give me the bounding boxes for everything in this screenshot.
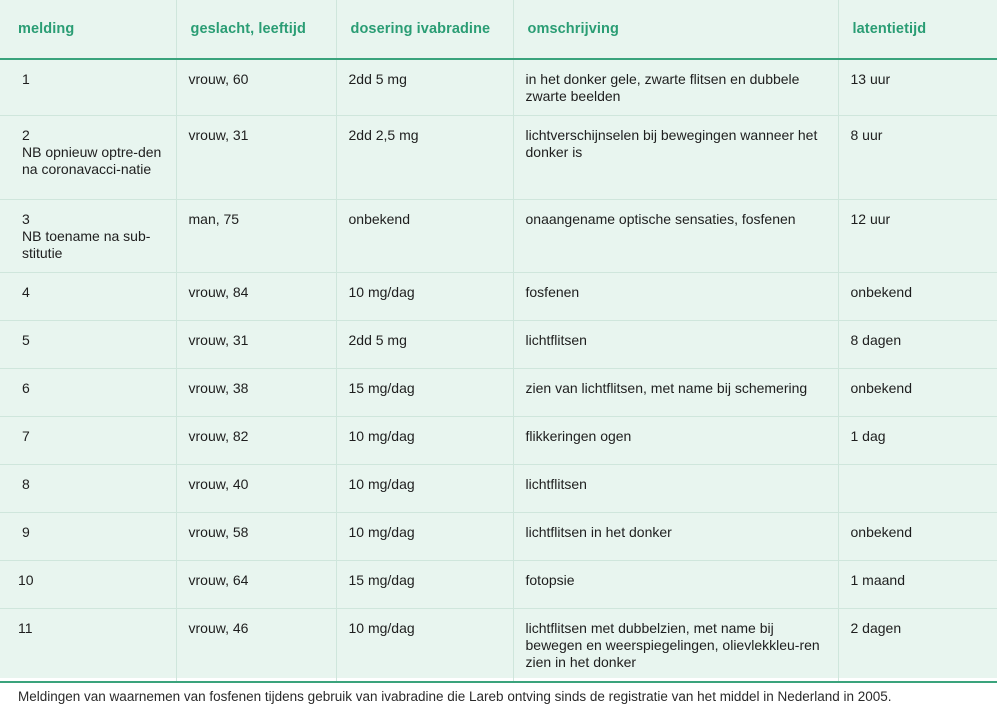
cell-description: flikkeringen ogen [513,417,838,465]
header-omschrijving: omschrijving [513,0,838,59]
cell-sex-age: vrouw, 64 [176,561,336,609]
cell-latency: onbekend [838,369,997,417]
cell-latency: 13 uur [838,59,997,116]
cell-sex-age: vrouw, 31 [176,116,336,200]
cell-sex-age: man, 75 [176,200,336,273]
melding-number: 1 [22,71,30,87]
table-row [0,561,997,609]
table-row [0,369,997,417]
cell-melding [0,513,176,561]
melding-number: 7 [22,428,30,444]
cell-dose: 10 mg/dag [336,273,513,321]
cell-description: lichtflitsen met dubbelzien, met name bij bewegen en weerspiegelingen, olievlekkleu-ren zien in het donker [513,609,838,683]
cell-sex-age: vrouw, 60 [176,59,336,116]
table-row [0,200,997,273]
cell-dose: 15 mg/dag [336,561,513,609]
header-latentietijd: latentietijd [838,0,997,59]
cell-melding [0,561,176,609]
cell-sex-age: vrouw, 46 [176,609,336,683]
melding-number: 6 [22,380,30,396]
cell-melding [0,417,176,465]
table-row [0,465,997,513]
cell-latency: 12 uur [838,200,997,273]
cell-melding [0,369,176,417]
header-geslacht-leeftijd: geslacht, leeftijd [176,0,336,59]
melding-number: 2 [22,127,30,143]
cell-sex-age: vrouw, 31 [176,321,336,369]
header-melding: melding [0,0,176,59]
melding-number: 3 [22,211,30,227]
table-header-row [0,0,997,59]
cell-latency: 8 dagen [838,321,997,369]
cell-sex-age: vrouw, 82 [176,417,336,465]
table-row [0,513,997,561]
melding-number: 10 [18,572,34,588]
cell-melding [0,116,176,200]
melding-number: 9 [22,524,30,540]
melding-note: NB toename na sub-stitutie [22,228,151,261]
cell-latency: 8 uur [838,116,997,200]
table-row [0,609,997,683]
cell-latency: onbekend [838,273,997,321]
cell-latency: 2 dagen [838,609,997,683]
cell-description: zien van lichtflitsen, met name bij schemering [513,369,838,417]
cell-dose: 10 mg/dag [336,417,513,465]
cell-sex-age: vrouw, 38 [176,369,336,417]
cell-sex-age: vrouw, 58 [176,513,336,561]
cell-dose: 10 mg/dag [336,465,513,513]
cell-latency [838,465,997,513]
table-row [0,59,997,116]
cell-dose: 10 mg/dag [336,609,513,683]
cell-sex-age: vrouw, 40 [176,465,336,513]
melding-note: NB opnieuw optre-den na coronavacci-natie [22,144,162,177]
cell-melding [0,59,176,116]
melding-number: 8 [22,476,30,492]
cell-description: in het donker gele, zwarte flitsen en dubbele zwarte beelden [513,59,838,116]
cell-description: onaangename optische sensaties, fosfenen [513,200,838,273]
cell-dose: onbekend [336,200,513,273]
melding-number: 5 [22,332,30,348]
cell-latency: onbekend [838,513,997,561]
table-row [0,321,997,369]
table-caption: Meldingen van waarnemen van fosfenen tijdens gebruik van ivabradine die Lareb ontving sinds de registratie van het middel in Nederland in 2005. [18,689,892,704]
cell-description: lichtflitsen [513,465,838,513]
cell-melding [0,465,176,513]
cell-dose: 2dd 5 mg [336,321,513,369]
cell-dose: 2dd 2,5 mg [336,116,513,200]
cell-sex-age: vrouw, 84 [176,273,336,321]
table-row [0,417,997,465]
cell-description: lichtflitsen in het donker [513,513,838,561]
cell-description: fosfenen [513,273,838,321]
cell-dose: 10 mg/dag [336,513,513,561]
melding-number: 11 [18,620,33,636]
cell-dose: 15 mg/dag [336,369,513,417]
cell-latency: 1 maand [838,561,997,609]
cell-melding [0,200,176,273]
cell-melding [0,273,176,321]
cell-latency: 1 dag [838,417,997,465]
cell-melding [0,609,176,683]
cell-description: lichtverschijnselen bij bewegingen wanneer het donker is [513,116,838,200]
melding-number: 4 [22,284,30,300]
cell-dose: 2dd 5 mg [336,59,513,116]
header-dosering: dosering ivabradine [336,0,513,59]
cell-description: fotopsie [513,561,838,609]
cell-melding [0,321,176,369]
table-row [0,116,997,200]
table-row [0,273,997,321]
cell-description: lichtflitsen [513,321,838,369]
